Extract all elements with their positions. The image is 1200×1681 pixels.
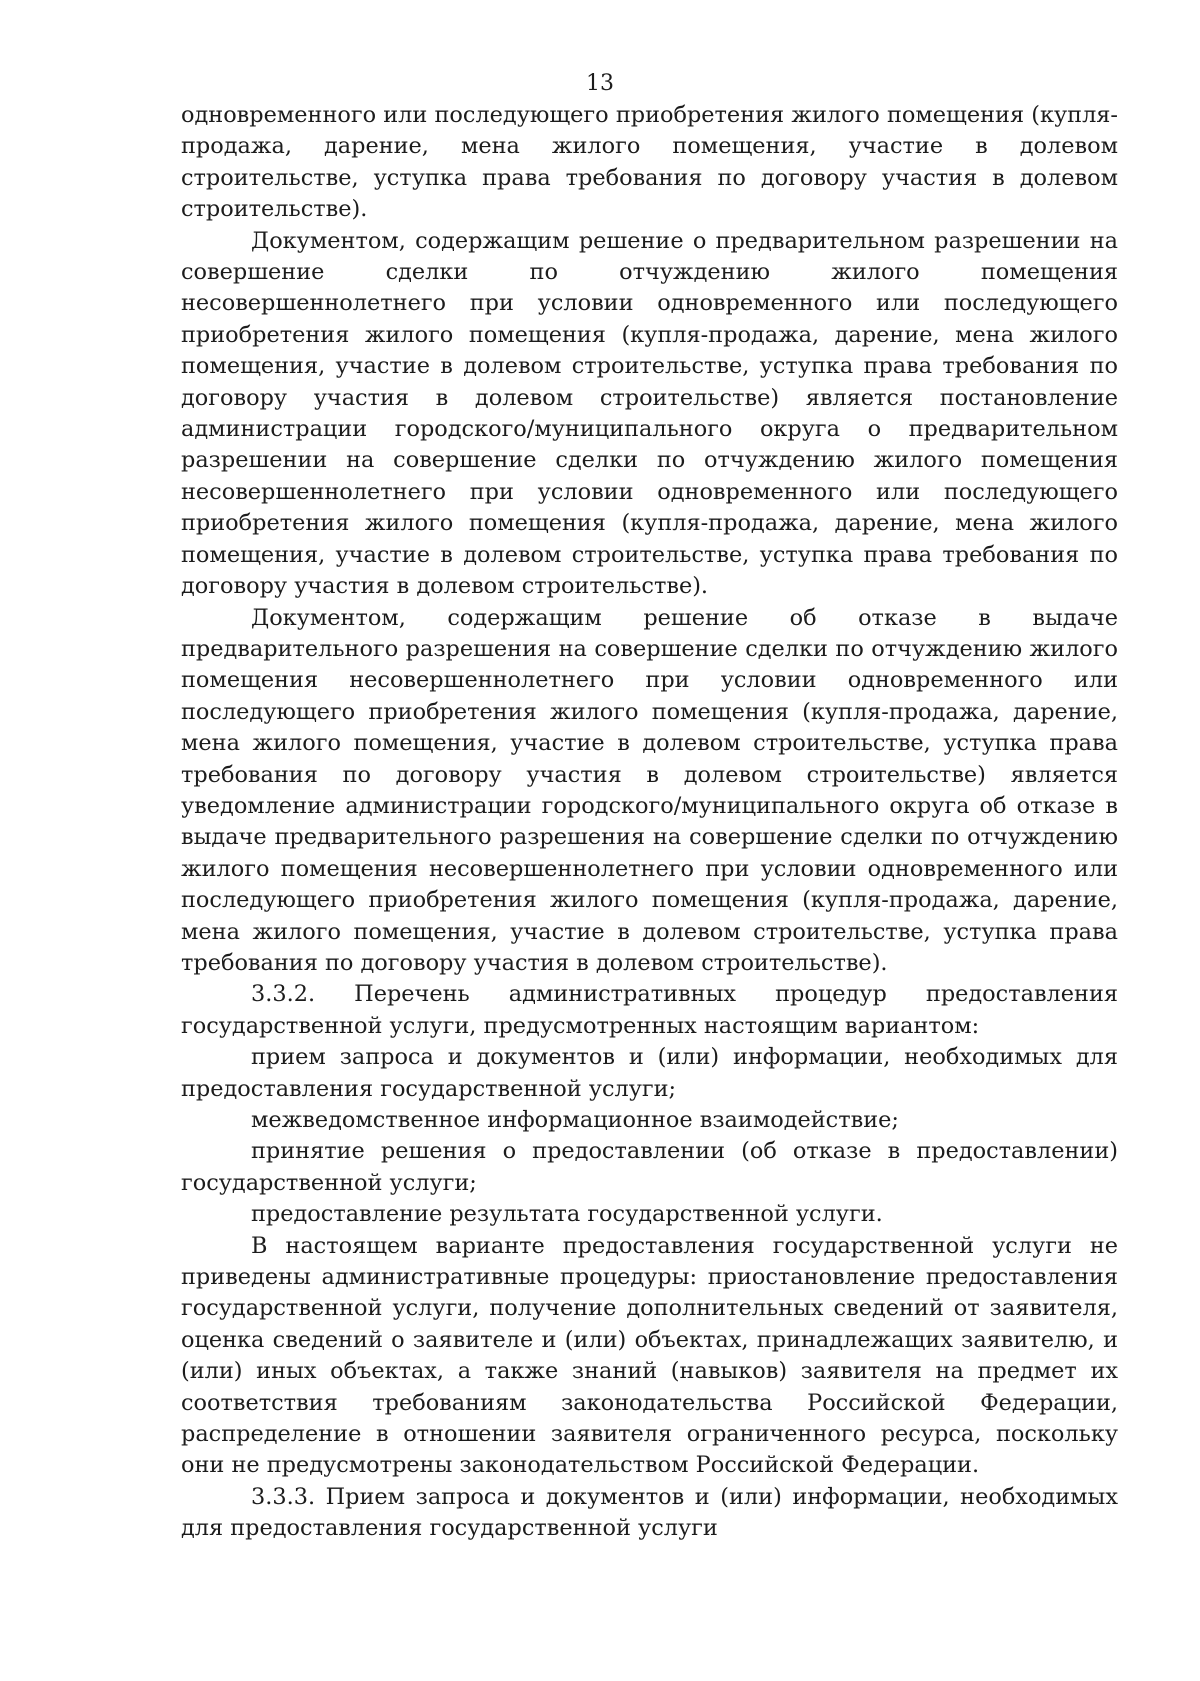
page-number: 13: [586, 71, 614, 96]
list-item-procedure-4: предоставление результата государственной услуги.: [251, 1201, 883, 1228]
list-item-procedure-1: прием запроса и документов и (или) информации, необходимых для предоставления государственной услуги;: [181, 1044, 1118, 1102]
paragraph-permission-document: Документом, содержащим решение о предварительном разрешении на совершение сделки по отчуждению жилого помещения несовершеннолетнего при условии одновременного или последующего приобретения жилого помещения (купля-продажа, дарение, мена жилого помещения, участие в долевом строительстве, уступка права требования по договору участия в долевом строительстве) является постановление администрации городского/муниципального округа о предварительном разрешении на совершение сделки по отчуждению жилого помещения несовершеннолетнего при условии одновременного или последующего приобретения жилого помещения (купля-продажа, дарение, мена жилого помещения, участие в долевом строительстве, уступка права требования по договору участия в долевом строительстве).: [181, 227, 1118, 600]
paragraph-excluded-procedures: В настоящем варианте предоставления государственной услуги не приведены административные процедуры: приостановление предоставления государственной услуги, получение дополнительных сведений от заявителя, оценка сведений о заявителе и (или) объектах, принадлежащих заявителю, и (или) иных объектах, а также знаний (навыков) заявителя на предмет их соответствия требованиям законодательства Российской Федерации, распределение в отношении заявителя ограниченного ресурса, поскольку они не предусмотрены законодательством Российской Федерации.: [181, 1232, 1118, 1479]
paragraph-refusal-document: Документом, содержащим решение об отказе в выдаче предварительного разрешения на совершение сделки по отчуждению жилого помещения несовершеннолетнего при условии одновременного или последующего приобретения жилого помещения (купля-продажа, дарение, мена жилого помещения, участие в долевом строительстве, уступка права требования по договору участия в долевом строительстве) является уведомление администрации городского/муниципального округа об отказе в выдаче предварительного разрешения на совершение сделки по отчуждению жилого помещения несовершеннолетнего при условии одновременного или последующего приобретения жилого помещения (купля-продажа, дарение, мена жилого помещения, участие в долевом строительстве, уступка права требования по договору участия в долевом строительстве).: [181, 604, 1118, 976]
paragraph-continuation: одновременного или последующего приобретения жилого помещения (купля-продажа, дарение, мена жилого помещения, участие в долевом строительстве, уступка права требования по договору участия в долевом строительстве).: [181, 102, 1118, 223]
list-item-procedure-2: межведомственное информационное взаимодействие;: [251, 1107, 899, 1133]
list-item-procedure-3: принятие решения о предоставлении (об отказе в предоставлении) государственной услуги;: [181, 1138, 1118, 1196]
document-body: [181, 100, 1118, 1545]
paragraph-section-3-3-2: 3.3.2. Перечень административных процедур предоставления государственной услуги, предусмотренных настоящим вариантом:: [181, 981, 1118, 1039]
paragraph-section-3-3-3: 3.3.3. Прием запроса и документов и (или) информации, необходимых для предоставления государственной услуги: [181, 1483, 1118, 1542]
